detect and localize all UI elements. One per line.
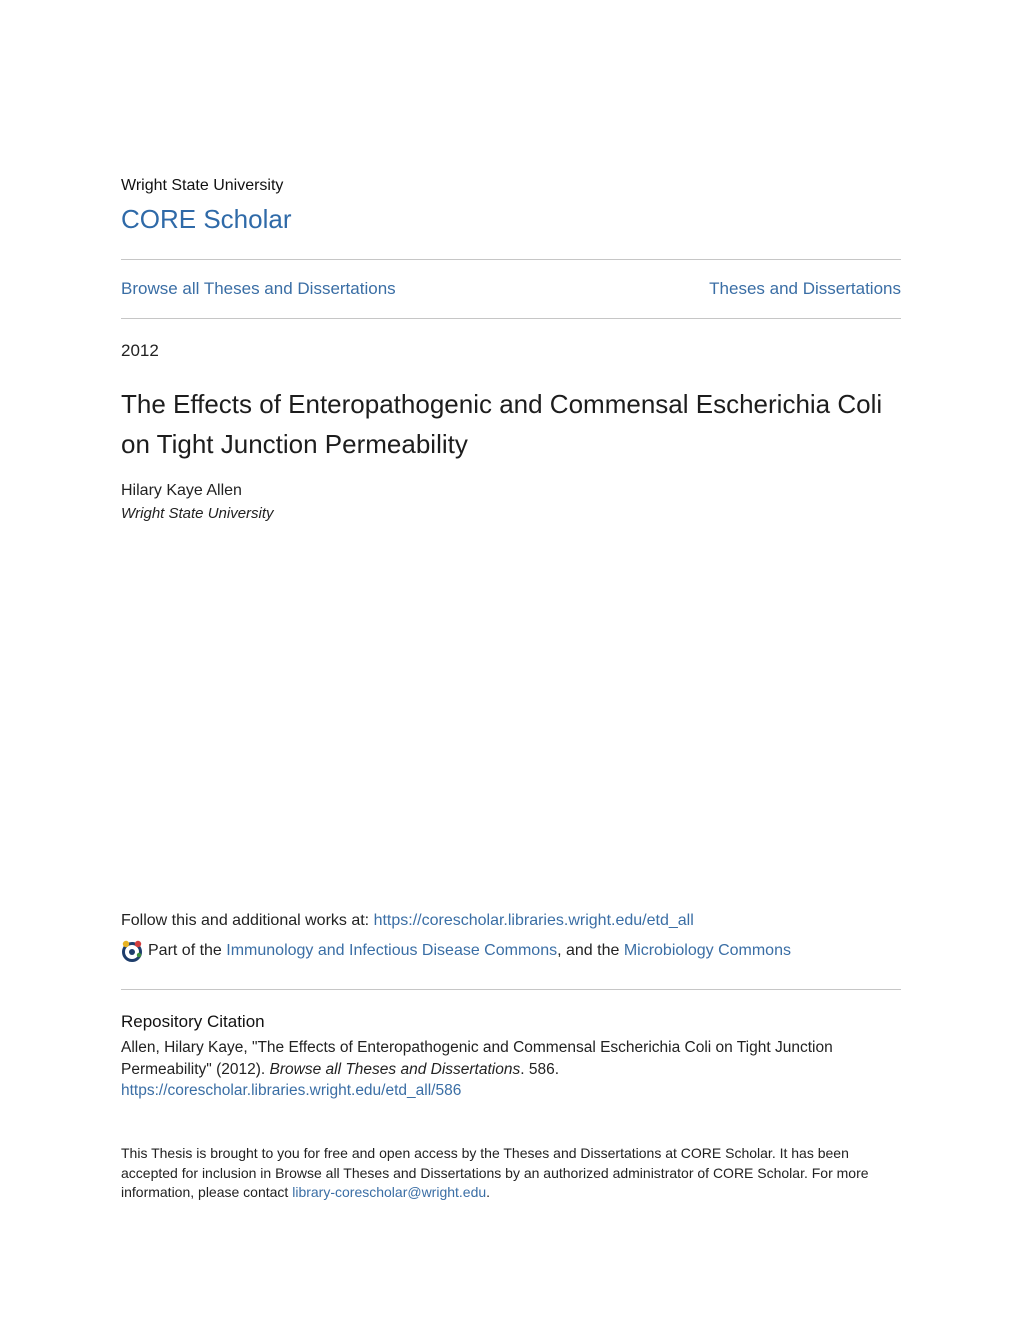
access-statement [121, 1144, 901, 1203]
citation-number: . 586. [520, 1060, 559, 1078]
access-text: This Thesis is brought to you for free and open access by the Theses and Dissertations at CORE Scholar. It has been accepted for inclusion in Browse all Theses and Dissertations by an authorized administrator of CORE Scholar. For more information, please contact [121, 1145, 869, 1200]
citation-text [121, 1037, 901, 1102]
browse-all-link[interactable]: Browse all Theses and Dissertations [121, 279, 396, 298]
university-name: Wright State University [121, 177, 284, 194]
divider [121, 318, 901, 319]
contact-email-link[interactable]: library-corescholar@wright.edu [292, 1184, 487, 1200]
publication-year: 2012 [121, 341, 159, 360]
citation-body: Allen, Hilary Kaye, "The Effects of Enteropathogenic and Commensal Escherichia Coli on Tight Junction Permeability" (2012). [121, 1039, 833, 1078]
title-line-2: on Tight Junction Permeability [121, 429, 468, 459]
follow-url-link[interactable]: https://corescholar.libraries.wright.edu/etd_all [373, 912, 694, 929]
follow-line [121, 912, 694, 930]
cover-page [121, 0, 901, 1320]
follow-text: Follow this and additional works at: [121, 912, 374, 929]
author-affiliation: Wright State University [121, 505, 274, 522]
author-name: Hilary Kaye Allen [121, 482, 242, 499]
part-of-prefix: Part of the [148, 942, 227, 959]
divider [121, 989, 901, 990]
part-of-line [121, 940, 791, 962]
network-icon [121, 940, 143, 962]
repository-link[interactable]: CORE Scholar [121, 204, 292, 234]
theses-dissertations-link[interactable]: Theses and Dissertations [709, 279, 901, 298]
microbiology-commons-link[interactable]: Microbiology Commons [623, 942, 791, 959]
part-of-mid: , and the [557, 942, 624, 959]
citation-series: Browse all Theses and Dissertations [269, 1060, 521, 1078]
citation-url-link[interactable]: https://corescholar.libraries.wright.edu/etd_all/586 [121, 1082, 462, 1099]
citation-heading: Repository Citation [121, 1012, 265, 1031]
paper-title [121, 384, 911, 464]
title-line-1: The Effects of Enteropathogenic and Commensal Escherichia Coli [121, 389, 883, 419]
immunology-commons-link[interactable]: Immunology and Infectious Disease Commons [226, 942, 558, 959]
divider [121, 259, 901, 260]
access-end: . [486, 1184, 491, 1200]
